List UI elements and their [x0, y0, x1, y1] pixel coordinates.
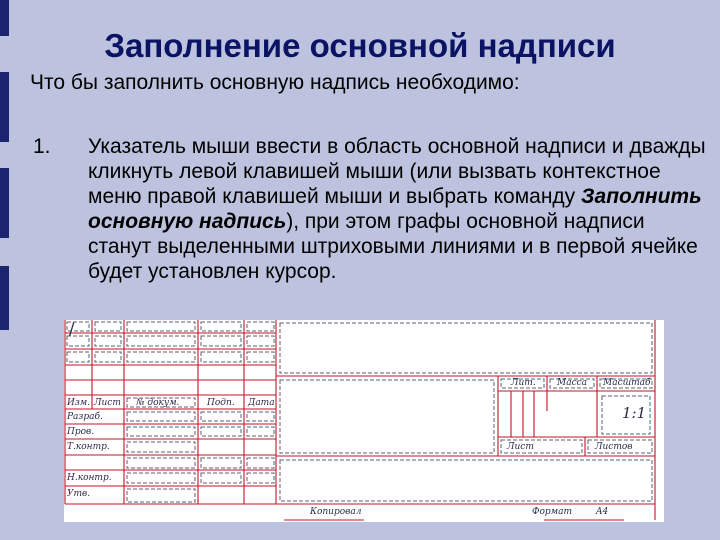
header-mass: Масса — [557, 378, 588, 388]
header-izm: Изм. — [67, 398, 91, 408]
header-doc-number: № докум. — [136, 398, 180, 408]
row-checked: Пров. — [67, 427, 95, 437]
intro-text: Что бы заполнить основную надпись необходимо: — [30, 71, 520, 94]
row-developed: Разраб. — [67, 412, 103, 422]
header-letter: Лит. — [511, 378, 536, 388]
header-list: Лист — [94, 398, 121, 408]
format-value: A4 — [596, 507, 609, 517]
text-cursor: / — [69, 319, 75, 338]
copied-label: Копировал — [310, 507, 362, 517]
step-text-end: ), при этом графы основной надписи станут выделенными штриховыми линиями и в первой ячейке будет установлен курсор. — [88, 210, 698, 283]
accent-bar — [0, 72, 9, 142]
title-block-drawing — [64, 320, 664, 522]
row-norm-control: Н.контр. — [67, 473, 112, 483]
sheet-label: Лист — [507, 442, 534, 452]
sheets-label: Листов — [595, 442, 633, 452]
row-tech-control: Т.контр. — [67, 442, 110, 452]
step-text — [88, 134, 708, 284]
scale-value: 1:1 — [622, 404, 647, 422]
header-scale: Масштаб — [603, 378, 651, 388]
slide-title: Заполнение основной надписи — [104, 27, 616, 64]
title-block-grid — [64, 320, 664, 522]
command-name: Заполнить основную надпись — [88, 185, 702, 233]
accent-bar — [0, 168, 9, 238]
row-approved: Утв. — [67, 489, 91, 499]
header-date: Дата — [248, 398, 275, 408]
step-number: 1. — [33, 135, 51, 158]
accent-bar — [0, 266, 9, 330]
step-text-start: Указатель мыши ввести в область основной надписи и дважды кликнуть левой клавишей мыши (или вызвать контекстное меню правой клавишей мыши и выбрать команду — [88, 135, 706, 208]
header-signature: Подп. — [207, 398, 235, 408]
format-label: Формат — [532, 507, 573, 517]
